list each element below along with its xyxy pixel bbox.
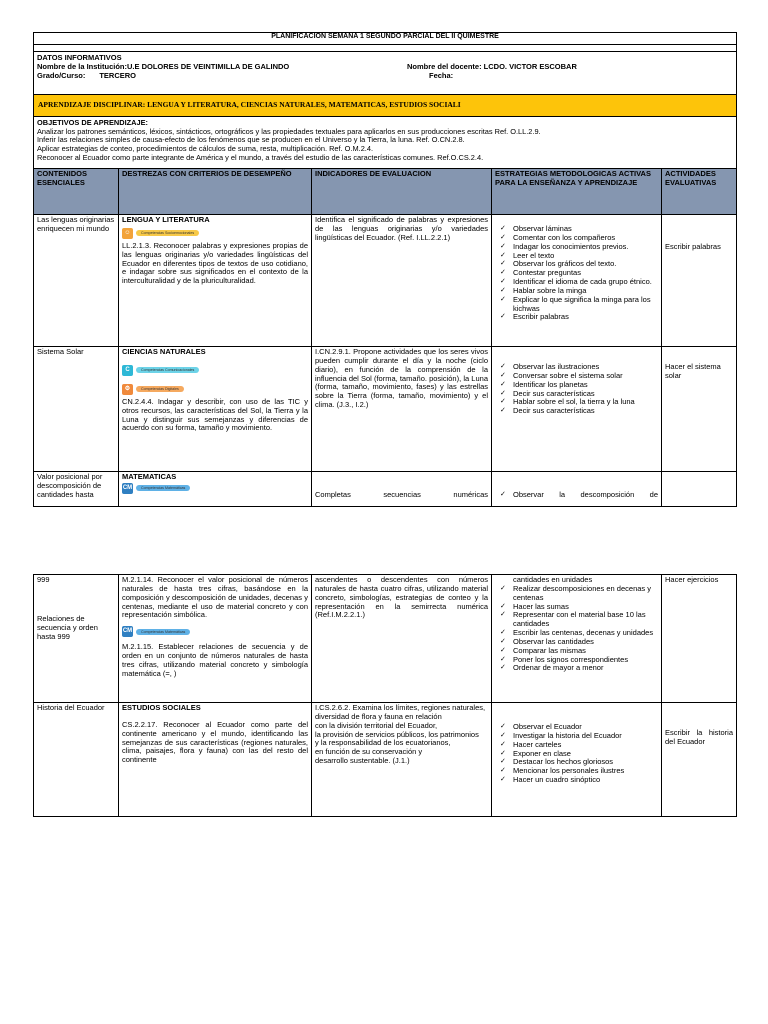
strategy-item: ✓ Mencionar los personales ilustres bbox=[495, 767, 658, 776]
destreza-cell bbox=[119, 215, 312, 347]
communication-icon: C bbox=[122, 365, 133, 376]
strategy-item: ✓ Leer el texto bbox=[495, 252, 658, 261]
socioemotional-icon: ☺ bbox=[122, 228, 133, 239]
strategy-item: ✓ Observar el Ecuador bbox=[495, 723, 658, 732]
actividad-cell: Escribir la historia del Ecuador bbox=[662, 703, 737, 817]
competency-badge bbox=[122, 365, 308, 376]
strategy-item: ✓ Ordenar de mayor a menor bbox=[495, 664, 658, 673]
destreza-cell bbox=[119, 347, 312, 472]
table-row-ciencias bbox=[34, 347, 737, 472]
actividad-cell: Escribir palabras bbox=[662, 215, 737, 347]
estrategias-cell bbox=[492, 347, 662, 472]
competency-badge bbox=[122, 384, 308, 395]
badge-label: Competencias Matemáticas bbox=[136, 629, 190, 635]
strategy-item: ✓ Escribir palabras bbox=[495, 313, 658, 322]
badge-label: Competencias Comunicacionales bbox=[136, 367, 199, 373]
strategy-item: ✓ Destacar los hechos gloriosos bbox=[495, 758, 658, 767]
indicador-cell: I.CN.2.9.1. Propone actividades que los seres vivos pueden cumplir durante el día y la noche (ciclo diario), en función de la comprensión de la influencia del Sol (forma, tamaño. posición), la Luna (forma, tamaño, movimiento, fases) y las estrellas sobre la Tierra (forma, tamaño, movimiento) y el clima. (J.3., I.2.) bbox=[312, 347, 492, 472]
subject-title: CIENCIAS NATURALES bbox=[122, 347, 206, 356]
col-header-contenidos: CONTENIDOS ESENCIALES bbox=[34, 169, 119, 215]
strategy-item: ✓ Hacer un cuadro sinóptico bbox=[495, 776, 658, 785]
destreza-text: CN.2.4.4. Indagar y describir, con uso de las TIC y otros recursos, las características del Sol, la Tierra y la Luna y distinguir sus semejanzas y diferencias de acuerdo con su forma, tamaño y movimiento. bbox=[122, 396, 308, 433]
competency-badge bbox=[122, 483, 308, 494]
strategy-item: ✓ Identificar los planetas bbox=[495, 381, 658, 390]
strategy-list bbox=[495, 225, 658, 322]
strategy-item: ✓ Observar los gráficos del texto. bbox=[495, 260, 658, 269]
strategy-item: ✓ Hablar sobre la minga bbox=[495, 287, 658, 296]
subject-title: ESTUDIOS SOCIALES bbox=[122, 703, 201, 712]
strategy-item: ✓ Indagar los conocimientos previos. bbox=[495, 243, 658, 252]
competency-badge bbox=[122, 228, 308, 239]
info-row-grade bbox=[37, 72, 733, 81]
col-header-estrategias: ESTRATEGIAS METODOLOGICAS ACTIVAS PARA LA ENSEÑANZA Y APRENDIZAJE bbox=[492, 169, 662, 215]
contenido-cell: Historia del Ecuador bbox=[34, 703, 119, 817]
indicador-line: y la responsabilidad de los ecuatorianos, bbox=[315, 738, 451, 748]
destreza-text: M.2.1.15. Establecer relaciones de secuencia y de orden en un conjunto de números naturales de hasta tres cifras, utilizando material concreto y simbología matemática (=, ) bbox=[122, 642, 308, 678]
actividad-cell: Hacer el sistema solar bbox=[662, 347, 737, 472]
info-heading: DATOS INFORMATIVOS bbox=[37, 53, 122, 62]
objective-line: Analizar los patrones semánticos, léxicos, sintácticos, ortográficos y las propiedades textuales para aplicarlos en sus producciones escritas Ref. O.LL.2.9. bbox=[37, 126, 541, 136]
estrategias-cell bbox=[492, 215, 662, 347]
objectives-block bbox=[34, 117, 737, 169]
indicador-cell: Identifica el significado de palabras y expresiones de las lenguas originarias y/o variedades lingüísticas del Ecuador. (Ref. I.LL.2.2.1) bbox=[312, 215, 492, 347]
info-block bbox=[34, 52, 737, 95]
col-header-destrezas: DESTREZAS CON CRITERIOS DE DESEMPEÑO bbox=[119, 169, 312, 215]
table-row-matematicas-cont bbox=[34, 575, 737, 703]
strategy-item: ✓ Realizar descomposiciones en decenas y centenas bbox=[495, 585, 658, 603]
indicador-line: con la división territorial del Ecuador, bbox=[315, 720, 438, 730]
estrategias-cell bbox=[492, 703, 662, 817]
strategy-list bbox=[495, 491, 658, 500]
subject-title: LENGUA Y LITERATURA bbox=[122, 215, 210, 224]
objective-line: Inferir las relaciones simples de causa-efecto de los fenómenos que se producen en el Universo y la Tierra, la luna. Ref. O.CN.2.8. bbox=[37, 135, 465, 145]
date-label: Fecha: bbox=[429, 70, 454, 80]
indicador-line: la provisión de servicios públicos, los patrimonios bbox=[315, 729, 479, 739]
strategy-item: ✓ Decir sus características bbox=[495, 407, 658, 416]
badge-label: Competencias Matemáticas bbox=[136, 485, 190, 491]
strategy-list bbox=[495, 723, 658, 785]
disciplinary-band: APRENDIZAJE DISCIPLINAR: LENGUA Y LITERATURA, CIENCIAS NATURALES, MATEMATICAS, ESTUDIOS SOCIALI bbox=[34, 95, 737, 117]
strategy-item: ✓ Conversar sobre el sistema solar bbox=[495, 372, 658, 381]
strategy-item: ✓ Contestar preguntas bbox=[495, 269, 658, 278]
strategy-item: ✓ Comparar las mismas bbox=[495, 647, 658, 656]
indicador-line: I.CS.2.6.2. Examina los límites, regiones naturales, diversidad de flora y fauna en relación bbox=[315, 703, 486, 721]
objectives-heading: OBJETIVOS DE APRENDIZAJE: bbox=[37, 118, 149, 127]
estrategias-cell bbox=[492, 472, 662, 507]
math-icon: CM bbox=[122, 626, 133, 637]
destreza-text: LL.2.1.3. Reconocer palabras y expresiones propias de las lenguas originarias y/o variedades lingüísticas del Ecuador en diferentes tipos de textos de uso cotidiano, e indagar sobre sus significados en el contexto de la interculturalidad y de la pluriculturalidad. bbox=[122, 240, 308, 286]
destreza-cell bbox=[119, 575, 312, 703]
digital-icon: ⚙ bbox=[122, 384, 133, 395]
contenido-cell: Valor posicional por descomposición de cantidades hasta bbox=[34, 472, 119, 507]
teacher-name: Nombre del docente: LCDO. VICTOR ESCOBAR bbox=[407, 61, 577, 71]
subject-title: MATEMATICAS bbox=[122, 472, 177, 481]
table-row-sociales bbox=[34, 703, 737, 817]
indicador-cell bbox=[312, 703, 492, 817]
grade-value: TERCERO bbox=[99, 70, 137, 80]
contenido-cell bbox=[34, 575, 119, 703]
strategy-item: ✓ Identificar el idioma de cada grupo étnico. bbox=[495, 278, 658, 287]
strategy-item: ✓ Observar las cantidades bbox=[495, 638, 658, 647]
strategy-continuation: cantidades en unidades bbox=[513, 575, 593, 584]
contenido-cell: Las lenguas originarias enriquecen mi mundo bbox=[34, 215, 119, 347]
planning-table-page-1 bbox=[33, 32, 737, 507]
strategy-item: ✓ Explicar lo que significa la minga para los kichwas bbox=[495, 296, 658, 314]
actividad-cell bbox=[662, 472, 737, 507]
contenido-cell: Sistema Solar bbox=[34, 347, 119, 472]
column-header-row bbox=[34, 169, 737, 215]
destreza-cell bbox=[119, 472, 312, 507]
contenido-text: Relaciones de secuencia y orden hasta 999 bbox=[37, 613, 98, 641]
math-icon: CM bbox=[122, 483, 133, 494]
actividad-cell: Hacer ejercicios bbox=[662, 575, 737, 703]
info-row-names bbox=[37, 63, 733, 72]
strategy-item: ✓ Comentar con los compañeros bbox=[495, 234, 658, 243]
strategy-item: ✓ Hablar sobre el sol, la tierra y la luna bbox=[495, 398, 658, 407]
col-header-actividades: ACTIVIDADES EVALUATIVAS bbox=[662, 169, 737, 215]
col-header-indicadores: INDICADORES DE EVALUACION bbox=[312, 169, 492, 215]
strategy-list bbox=[495, 363, 658, 416]
indicador-cell: ascendentes o descendentes con números naturales de hasta cuatro cifras, utilizando material concreto, simbologías, estrategias de conteo y la representación en la semirrecta numérica (Ref.I.M.2.2.1.) bbox=[312, 575, 492, 703]
objective-line: Aplicar estrategias de conteo, procedimientos de cálculos de suma, resta, multiplicación. Ref. O.M.2.4. bbox=[37, 144, 374, 154]
indicador-cell: Completas secuencias numéricas bbox=[312, 472, 492, 507]
grade-label: Grado/Curso: bbox=[37, 70, 86, 80]
strategy-item: ✓ Observar láminas bbox=[495, 225, 658, 234]
strategy-item: ✓ Representar con el material base 10 las cantidades bbox=[495, 611, 658, 629]
strategy-list bbox=[495, 585, 658, 673]
estrategias-cell bbox=[492, 575, 662, 703]
objective-line: Reconocer al Ecuador como parte integrante de América y el mundo, a través del estudio de las características comunes. Ref.O.CS.2.4. bbox=[37, 152, 484, 162]
table-row-lengua bbox=[34, 215, 737, 347]
strategy-item: ✓ Hacer carteles bbox=[495, 741, 658, 750]
grade-field bbox=[37, 72, 407, 81]
document-title: PLANIFICACION SEMANA 1 SEGUNDO PARCIAL DEL II QUIMESTRE bbox=[34, 33, 737, 45]
destreza-text: M.2.1.14. Reconocer el valor posicional de números naturales de hasta tres cifras, basándose en la composición y descomposición de unidades, decenas y centenas, mediante el uso de material concreto y con representación simbólica. bbox=[122, 575, 308, 620]
destreza-text: CS.2.2.17. Reconocer al Ecuador como parte del continente americano y el mundo, identificando las semejanzas de sus características (regiones naturales, clima, paisajes, flora y fauna) con las del resto del continente bbox=[122, 719, 308, 765]
strategy-item: ✓ Exponer en clase bbox=[495, 750, 658, 759]
strategy-item: ✓ Observar la descomposición de bbox=[495, 491, 658, 500]
indicador-line: desarrollo sustentable. (J.1.) bbox=[315, 756, 410, 766]
strategy-item: ✓ Hacer las sumas bbox=[495, 603, 658, 612]
strategy-item: ✓ Poner los signos correspondientes bbox=[495, 656, 658, 665]
table-row-matematicas bbox=[34, 472, 737, 507]
strategy-item: ✓ Escribir las centenas, decenas y unidades bbox=[495, 629, 658, 638]
institution-name: Nombre de la Institución:U.E DOLORES DE VEINTIMILLA DE GALINDO bbox=[37, 61, 290, 71]
badge-label: Competencias Socioemocionales bbox=[136, 230, 199, 236]
destreza-cell bbox=[119, 703, 312, 817]
strategy-item: ✓ Decir sus características bbox=[495, 390, 658, 399]
competency-badge bbox=[122, 626, 308, 637]
spacer-row bbox=[34, 45, 737, 52]
planning-table-page-2 bbox=[33, 574, 737, 817]
contenido-text: 999 bbox=[37, 575, 50, 584]
indicador-line: en función de su conservación y bbox=[315, 747, 423, 757]
strategy-item: ✓ Investigar la historia del Ecuador bbox=[495, 732, 658, 741]
badge-label: Competencias Digitales bbox=[136, 386, 184, 392]
strategy-item: ✓ Observar las ilustraciones bbox=[495, 363, 658, 372]
